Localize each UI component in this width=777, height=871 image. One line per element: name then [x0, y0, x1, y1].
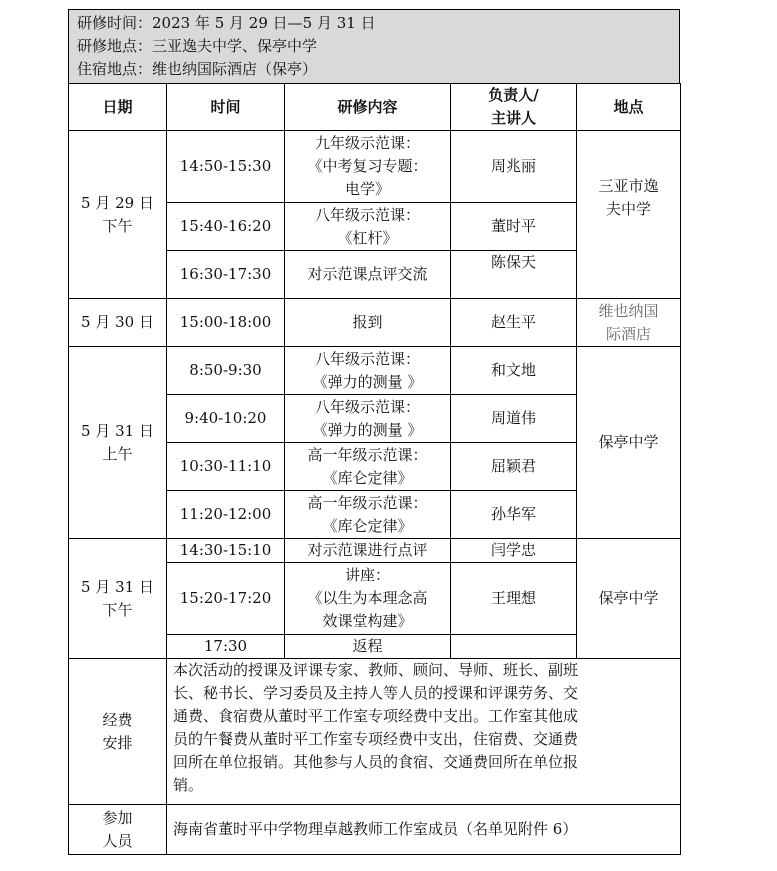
person-cell: 周兆丽 [451, 131, 577, 203]
person-cell: 董时平 [451, 203, 577, 251]
info-header [68, 9, 680, 84]
participants-label: 参加 人员 [69, 805, 167, 855]
day4-date: 5 月 31 日 下午 [69, 539, 167, 659]
schedule-table [68, 83, 681, 855]
content-cell: 讲座： 《以生为本理念高 效课堂构建》 [285, 563, 451, 635]
content-cell: 对示范课点评交流 [285, 251, 451, 299]
expenses-label: 经费 安排 [69, 659, 167, 805]
person-cell: 屈颖君 [451, 443, 577, 491]
table-header-row [69, 84, 681, 131]
content-cell: 九年级示范课： 《中考复习专题： 电学》 [285, 131, 451, 203]
content-cell: 报到 [285, 299, 451, 347]
header-date: 日期 [69, 84, 167, 131]
person-cell: 王理想 [451, 563, 577, 635]
person-cell: 孙华军 [451, 491, 577, 539]
time-cell: 15:00-18:00 [167, 299, 285, 347]
info-time: 研修时间：2023 年 5 月 29 日—5 月 31 日 [77, 14, 376, 32]
expenses-text: 本次活动的授课及评课专家、教师、顾问、导师、班长、副班 长、秘书长、学习委员及主持人等人员的授课和评课劳务、交 通费、食宿费从董时平工作室专项经费中支出。工作室其他成 员的午餐费从董时平工作室专项经费中支出，住宿费、交通费 回所在单位报销。其他参与人员的食宿、交通费回所在单位报 销。 [167, 659, 681, 805]
info-place: 研修地点：三亚逸夫中学、保亭中学 [77, 37, 318, 55]
person-cell [451, 635, 577, 659]
day2-location: 维也纳国 际酒店 [577, 299, 681, 347]
table-row [69, 539, 681, 563]
day4-location: 保亭中学 [577, 539, 681, 659]
time-cell: 16:30-17:30 [167, 251, 285, 299]
header-person: 负责人/ 主讲人 [451, 84, 577, 131]
document [68, 9, 680, 855]
content-cell: 返程 [285, 635, 451, 659]
day3-location: 保亭中学 [577, 347, 681, 539]
header-content: 研修内容 [285, 84, 451, 131]
person-cell: 赵生平 [451, 299, 577, 347]
content-cell: 八年级示范课： 《杠杆》 [285, 203, 451, 251]
time-cell: 14:30-15:10 [167, 539, 285, 563]
content-cell: 高一年级示范课： 《库仑定律》 [285, 491, 451, 539]
participants-row [69, 805, 681, 855]
table-row [69, 347, 681, 395]
content-cell: 高一年级示范课： 《库仑定律》 [285, 443, 451, 491]
day1-date: 5 月 29 日 下午 [69, 131, 167, 299]
header-location: 地点 [577, 84, 681, 131]
time-cell: 11:20-12:00 [167, 491, 285, 539]
time-cell: 15:40-16:20 [167, 203, 285, 251]
time-cell: 15:20-17:20 [167, 563, 285, 635]
time-cell: 17:30 [167, 635, 285, 659]
header-time: 时间 [167, 84, 285, 131]
person-cell: 周道伟 [451, 395, 577, 443]
person-cell: 陈保天 [451, 251, 577, 299]
table-row [69, 299, 681, 347]
time-cell: 9:40-10:20 [167, 395, 285, 443]
day1-location: 三亚市逸 夫中学 [577, 131, 681, 299]
content-cell: 八年级示范课： 《弹力的测量 》 [285, 347, 451, 395]
time-cell: 14:50-15:30 [167, 131, 285, 203]
expenses-row [69, 659, 681, 805]
content-cell: 八年级示范课： 《弹力的测量 》 [285, 395, 451, 443]
day2-date: 5 月 30 日 [69, 299, 167, 347]
time-cell: 8:50-9:30 [167, 347, 285, 395]
content-cell: 对示范课进行点评 [285, 539, 451, 563]
participants-text: 海南省董时平中学物理卓越教师工作室成员（名单见附件 6） [167, 805, 681, 855]
day3-date: 5 月 31 日 上午 [69, 347, 167, 539]
time-cell: 10:30-11:10 [167, 443, 285, 491]
person-cell: 和文地 [451, 347, 577, 395]
person-cell: 闫学忠 [451, 539, 577, 563]
info-lodging: 住宿地点：维也纳国际酒店（保亭） [77, 60, 318, 78]
table-row [69, 131, 681, 203]
